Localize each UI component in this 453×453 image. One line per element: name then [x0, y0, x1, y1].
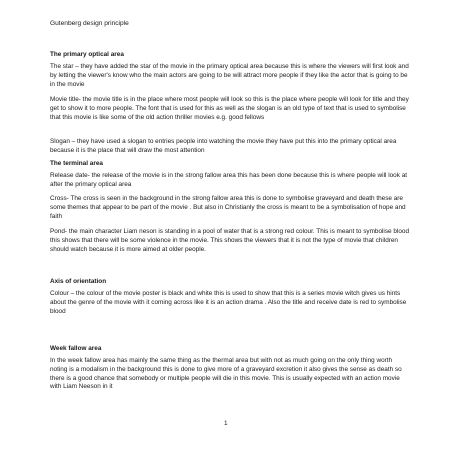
paragraph-slogan: Slogan – they have used a slogan to entries people into watching the movie they have put this into the primary optical area because it is the place that will draw the most attention	[50, 138, 397, 154]
paragraph-release-date: Release date- the release of the movie is in the strong fallow area this has been done because this is where people will look at after the primary optical area	[50, 172, 408, 188]
page-number: 1	[224, 420, 228, 427]
document-title: Gutenberg design principle	[50, 20, 129, 27]
section-heading-axis-of-orientation: Axis of orientation	[50, 278, 107, 285]
paragraph-the-star: The star – they have added the star of the movie in the primary optical area because this is where the viewers will first look and by letting the viewer's know who the main actors are going to be will attract more people if they like the actor that is going to be in the movie	[50, 63, 409, 88]
paragraph-movie-title: Movie title- the movie title is in the place where most people will look so this is the place where people will look for title and they get to show it to more people. The font that is used for this as well as the slogan is an old type of text that is used to symbolise that this movie is like some of the old action thriller movies e.g. good fellows	[50, 96, 409, 121]
paragraph-pond: Pond- the main character Liam neson is standing in a pool of water that is a strong red colour. This is meant to symbolise blood this shows that there will be some violence in the movie. This shows the viewers that it is not the type of movie that children should watch because it is more aimed at older people.	[50, 228, 410, 253]
paragraph-cross: Cross- The cross is seen in the background in the strong fallow area this is done to symbolise graveyard and death these are some themes that appear to be part of the movie . But also in Christianly the cross is meant to be a symbolisation of hope and faith	[50, 195, 406, 220]
section-heading-terminal-area: The terminal area	[50, 160, 103, 167]
paragraph-colour: Colour – the colour of the movie poster is black and white this is used to show that this is a series movie witch gives us hints about the genre of the movie with it coming across like it is an action drama . Also the title and receive date is red to symbolise blood	[50, 290, 407, 315]
section-heading-primary-optical-area: The primary optical area	[50, 51, 124, 58]
paragraph-week-fallow-area: In the week fallow area has mainly the same thing as the thermal area but with not as much going on the only thing worth noting is a modalism in the background this is done to give more of a graveyard excretion it also gives the sense as death so there is a good chance that somebody or multiple people will die in this movie. This is usually expected with an action movie with Liam Neeson in it	[50, 357, 402, 391]
section-heading-week-fallow-area: Week fallow area	[50, 345, 102, 352]
